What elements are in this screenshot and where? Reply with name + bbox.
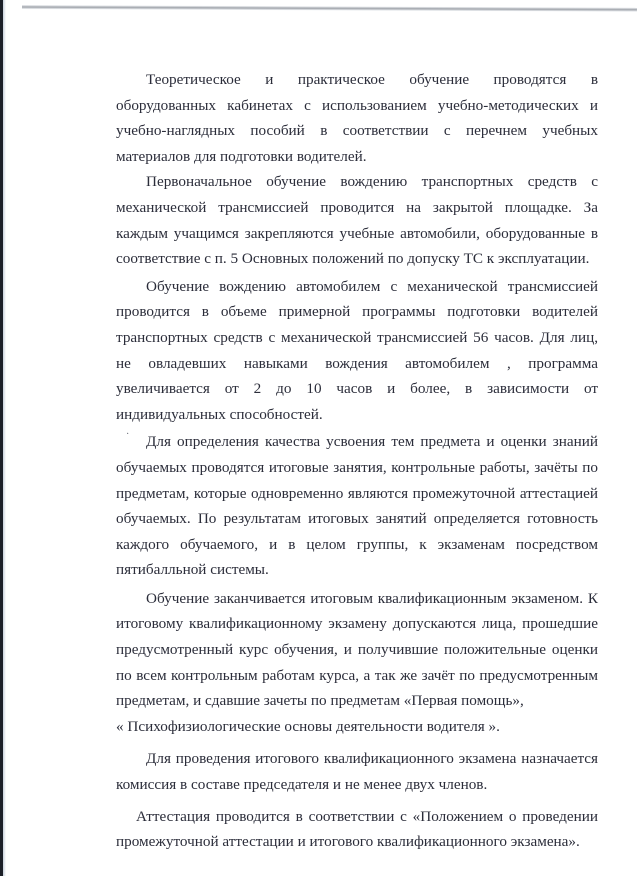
bullet-dot: · [126, 429, 130, 441]
assessment-block [116, 429, 598, 583]
paragraph-driving-program: Обучение вождению автомобилем с механической трансмиссией проводится в объеме примерной программы подготовки водителей транспортных средств с механической трансмиссией 56 часов. Для лиц, не овладевших навыками вождения автомобилем , программа увеличивается от 2 до 10 часов и более, в зависимости от индивидуальных способностей. [116, 277, 598, 423]
paragraph-final-exam-text: Обучение заканчивается итоговым квалификационным экзаменом. К итоговому квалификационному экзамену допускаются лица, прошедшие предусмотренный курс обучения, и получившие положительные оценки по всем контрольным работам курса, а так же зачёт по предусмотренным предметам, и сдавшие зачеты по предметам «Первая помощь», [116, 589, 598, 710]
paragraph-attestation: Аттестация проводится в соответствии с «Положением о проведении промежуточной аттестации и итогового квалификационного экзамена». [116, 807, 598, 851]
scan-top-line [22, 5, 637, 12]
paragraph-commission: Для проведения итогового квалификационного экзамена назначается комиссия в составе председателя и не менее двух членов. [116, 750, 598, 794]
paragraph-initial-training: Первоначальное обучение вождению транспортных средств с механической трансмиссией проводится на закрытой площадке. За каждым учащимся закрепляются учебные автомобили, оборудованные в соответствие с п. 5 Основных положений по допуску ТС к эксплуатации. [116, 173, 598, 268]
paragraph-assessment: Для определения качества усвоения тем предмета и оценки знаний обучаемых проводятся итоговые занятия, контрольные работы, зачёты по предметам, которые одновременно являются промежуточной аттестацией обучаемых. По результатам итоговых занятий определяется готовность каждого обучаемого, и в целом группы, к экзаменам посредством пятибалльной системы. [116, 433, 598, 579]
paragraph-theory-practice: Теоретическое и практическое обучение проводятся в оборудованных кабинетах с использованием учебно-методических и учебно-наглядных пособий в соответствии с перечнем учебных материалов для подготовки водителей. [116, 71, 598, 165]
document-page [116, 67, 598, 855]
scan-left-shadow [3, 0, 6, 876]
paragraph-final-exam [116, 586, 598, 740]
paragraph-final-exam-continuation: « Психофизиологические основы деятельности водителя ». [116, 717, 500, 735]
